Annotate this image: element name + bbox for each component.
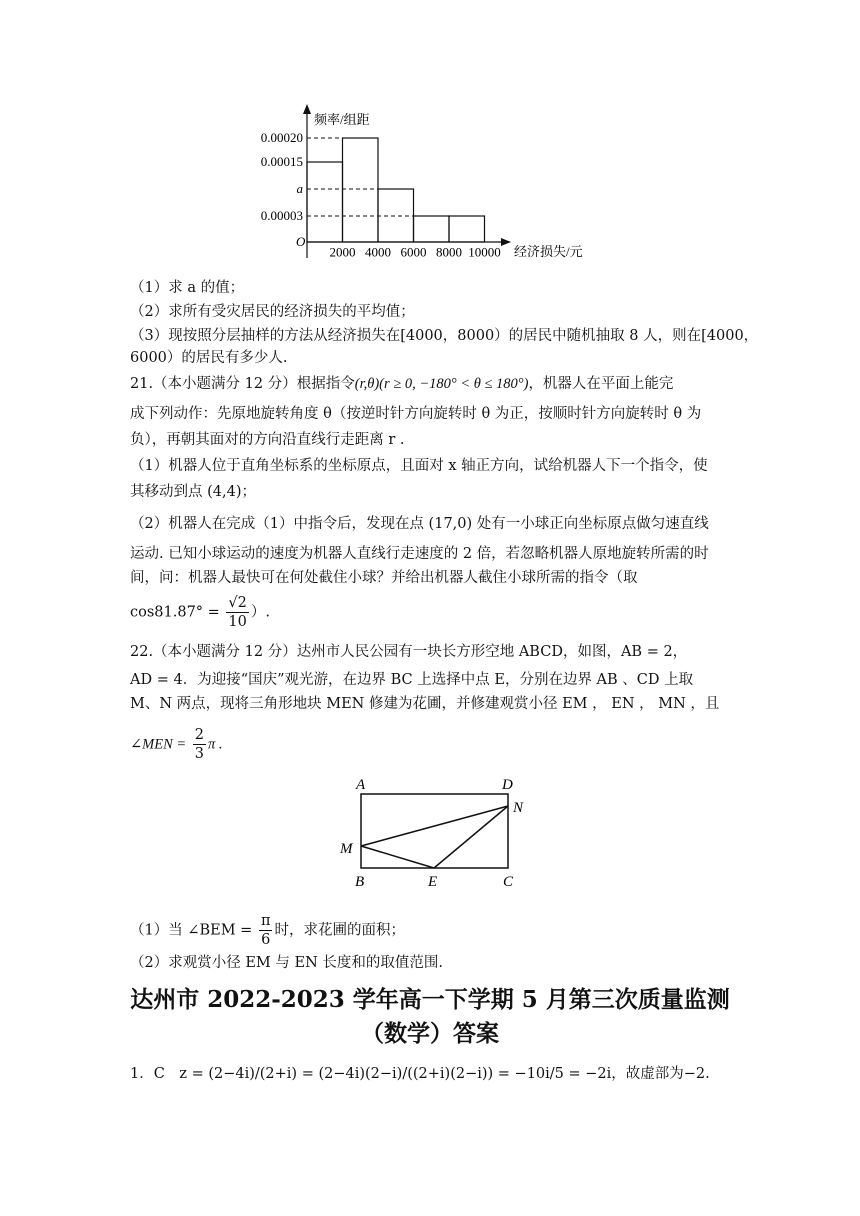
q22-part1-numerator: π <box>260 913 271 929</box>
histogram-bar <box>414 216 450 242</box>
q20-part3-line1: （3）现按照分层抽样的方法从经济损失在[4000，8000）的居民中随机抽取 8 人，则在[4000， <box>130 328 759 344</box>
angle-numerator: 2 <box>194 727 205 743</box>
cos-fraction <box>226 594 248 631</box>
q22-part1-fraction <box>259 912 273 949</box>
q21-line6: （2）机器人在完成（1）中指令后，发现在点 (17,0) 处有一小球正向坐标原点做匀速直线 <box>130 516 709 532</box>
q21-intro: 21.（本小题满分 12 分）根据指令 <box>130 376 355 392</box>
q20-part1: （1）求 a 的值； <box>130 280 245 296</box>
angle-tail: π . <box>208 736 223 753</box>
x-tick-label: 6000 <box>400 244 427 260</box>
label-c: C <box>503 874 514 890</box>
y-tick-label: a <box>296 181 303 196</box>
segment-me <box>361 846 434 868</box>
x-axis-label: 经济损失/元 <box>514 244 583 259</box>
origin-label: O <box>296 234 306 249</box>
segment-mn <box>361 806 508 846</box>
histogram-bar <box>307 162 343 242</box>
q22-line1: 22.（本小题满分 12 分）达州市人民公园有一块长方形空地 ABCD，如图，AB = 2， <box>130 644 688 660</box>
answer-1: 1．C z = (2−4i)/(2+i) = (2−4i)(2−i)/((2+i)(2−i)) = −10i/5 = −2i，故虚部为−2. <box>130 1066 710 1082</box>
x-tick-label: 8000 <box>436 244 462 260</box>
q22-part1-denominator: 6 <box>261 932 271 948</box>
answer-title: 达州市 2022-2023 学年高一下学期 5 月第三次质量监测 <box>130 986 730 1013</box>
q22-part1-tail: 时，求花圃的面积； <box>274 922 405 939</box>
q22-line3: M、N 两点，现将三角形地块 MEN 修建为花圃，并修建观赏小径 EM ， EN ， MN ，且 <box>130 696 720 712</box>
y-tick-label: 0.00020 <box>260 130 303 145</box>
rect-abcd <box>361 794 508 868</box>
q22-part1-text: （1）当 ∠BEM = <box>130 922 253 939</box>
rectangle-diagram <box>0 770 860 890</box>
histogram-bar <box>343 138 379 242</box>
angle-denominator: 3 <box>194 746 205 762</box>
q21-command-format: (r,θ)(r ≥ 0, −180° < θ ≤ 180°) <box>354 376 529 392</box>
label-m: M <box>340 841 353 857</box>
cos-numerator: √2 <box>228 595 247 611</box>
q22-angle-line <box>130 726 223 763</box>
q21-cos-line <box>130 594 270 631</box>
y-tick-label: 0.00003 <box>260 208 303 223</box>
y-axis-label: 频率/组距 <box>314 112 370 127</box>
label-b: B <box>355 874 365 890</box>
q20-part3-line2: 6000）的居民有多少人. <box>130 350 288 366</box>
angle-fraction <box>193 726 206 763</box>
q22-line2: AD = 4．为迎接“国庆”观光游，在边界 BC 上选择中点 E，分别在边界 AB 、CD 上取 <box>130 672 694 688</box>
histogram-bar <box>449 216 485 242</box>
q20-part2: （2）求所有受灾居民的经济损失的平均值； <box>130 304 415 320</box>
angle-expression: ∠MEN = <box>130 736 187 753</box>
q21-line3: 负），再朝其面对的方向沿直线行走距离 r . <box>130 432 405 448</box>
q21-line2: 成下列动作：先原地旋转角度 θ（按逆时针方向旋转时 θ 为正，按顺时针方向旋转时 θ 为 <box>130 406 702 422</box>
x-tick-label: 2000 <box>329 244 356 260</box>
q21-line5: 其移动到点 (4,4)； <box>130 484 256 500</box>
answer-subtitle: （数学）答案 <box>361 1020 499 1047</box>
cos-expression: cos81.87° = <box>130 604 220 621</box>
q21-line4: （1）机器人位于直角坐标系的坐标原点，且面对 x 轴正方向，试给机器人下一个指令，使 <box>130 458 708 474</box>
cos-denominator: 10 <box>228 614 247 630</box>
label-a: A <box>356 777 366 793</box>
q21-line8: 间，问：机器人最快可在何处截住小球？并给出机器人截住小球所需的指令（取 <box>130 570 638 586</box>
q22-part1 <box>130 912 405 949</box>
x-tick-label: 4000 <box>365 244 391 260</box>
q21-line7: 运动. 已知小球运动的速度为机器人直线行走速度的 2 倍，若忽略机器人原地旋转所需的时 <box>130 546 709 562</box>
label-e: E <box>428 874 438 890</box>
q21-line1 <box>130 374 673 394</box>
label-d: D <box>502 777 513 793</box>
q22-part2: （2）求观赏小径 EM 与 EN 长度和的取值范围. <box>130 955 443 971</box>
label-n: N <box>513 800 524 816</box>
cos-tail: ）. <box>250 604 270 621</box>
x-tick-label: 10000 <box>468 244 501 260</box>
y-tick-label: 0.00015 <box>260 154 303 169</box>
q21-intro-tail: ，机器人在平面上能完 <box>528 376 674 392</box>
